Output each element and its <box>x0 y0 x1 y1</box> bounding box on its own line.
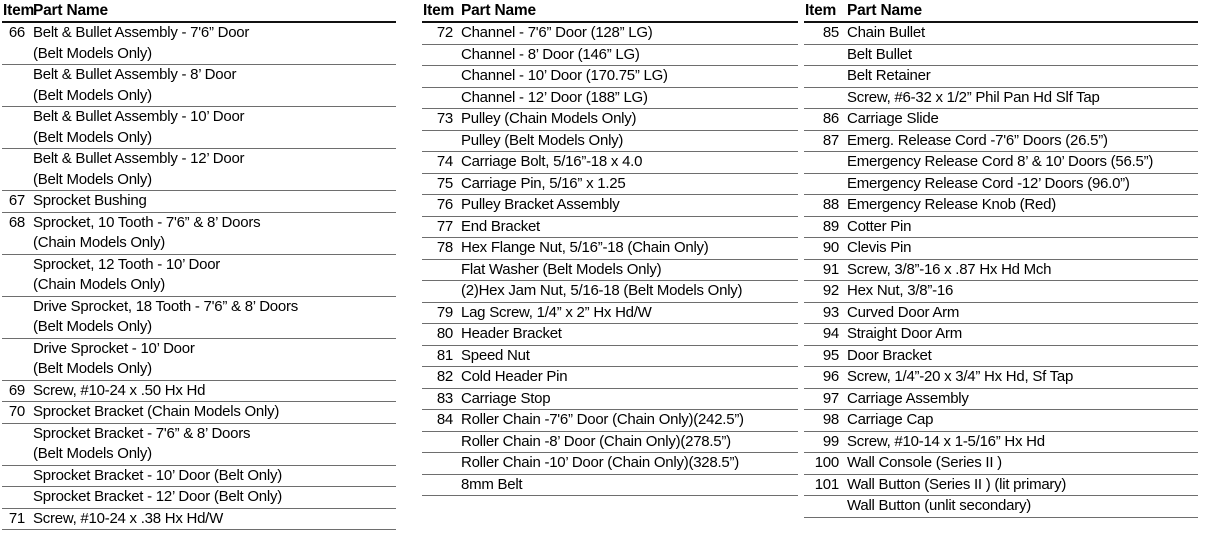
part-item-number: 95 <box>804 345 843 367</box>
parts-table-2 <box>422 0 798 496</box>
part-name: Sprocket Bracket - 10’ Door (Belt Only) <box>29 465 396 487</box>
table-row <box>2 317 396 338</box>
table-row <box>422 173 798 195</box>
part-name: Channel - 7'6” Door (128” LG) <box>457 22 798 44</box>
table-row <box>804 66 1198 88</box>
part-item-number <box>2 233 29 254</box>
part-item-number <box>804 87 843 109</box>
part-name: (Belt Models Only) <box>33 44 152 62</box>
table-row <box>422 345 798 367</box>
part-item-number: 85 <box>804 22 843 44</box>
part-item-number: 88 <box>804 195 843 217</box>
part-item-number <box>2 254 29 275</box>
part-name: Curved Door Arm <box>843 302 1198 324</box>
part-item-number <box>2 86 29 107</box>
part-item-number: 87 <box>804 130 843 152</box>
part-name: Roller Chain -8’ Door (Chain Only)(278.5”) <box>457 431 798 453</box>
table-row <box>422 367 798 389</box>
parts-table-body-3 <box>804 0 1198 518</box>
part-name: Emergency Release Cord -12’ Doors (96.0”) <box>843 173 1198 195</box>
table-row <box>422 324 798 346</box>
table-row <box>2 380 396 402</box>
table-row <box>804 259 1198 281</box>
part-name: Screw, 1/4”-20 x 3/4” Hx Hd, Sf Tap <box>843 367 1198 389</box>
table-row <box>804 152 1198 174</box>
table-row <box>422 238 798 260</box>
part-name: Wall Button (Series II ) (lit primary) <box>843 474 1198 496</box>
part-item-number: 76 <box>422 195 457 217</box>
column-header-part-name: Part Name <box>847 2 922 19</box>
table-row <box>804 22 1198 44</box>
parts-column-2 <box>422 0 798 496</box>
column-header-item: Item <box>423 2 455 19</box>
parts-table-header-row <box>804 0 1198 21</box>
parts-table-body-2 <box>422 0 798 496</box>
table-row <box>2 44 396 65</box>
part-name: Pulley (Chain Models Only) <box>457 109 798 131</box>
part-name: Carriage Assembly <box>843 388 1198 410</box>
table-row <box>2 423 396 444</box>
table-row <box>804 388 1198 410</box>
part-item-number: 69 <box>2 380 29 402</box>
part-item-number: 66 <box>2 22 29 44</box>
part-name: Roller Chain -10’ Door (Chain Only)(328.5”) <box>457 453 798 475</box>
part-name: Cotter Pin <box>843 216 1198 238</box>
table-row <box>2 487 396 509</box>
part-item-number <box>804 496 843 518</box>
part-item-number: 79 <box>422 302 457 324</box>
part-name: Sprocket Bushing <box>29 191 396 213</box>
part-item-number <box>2 296 29 317</box>
part-name: Pulley Bracket Assembly <box>457 195 798 217</box>
table-row <box>804 367 1198 389</box>
part-name: Chain Bullet <box>843 22 1198 44</box>
table-row <box>422 66 798 88</box>
table-row <box>422 474 798 496</box>
part-item-number: 97 <box>804 388 843 410</box>
part-item-number <box>804 152 843 174</box>
part-name: End Bracket <box>457 216 798 238</box>
part-item-number <box>804 44 843 66</box>
part-item-number: 86 <box>804 109 843 131</box>
parts-table-header-row <box>422 0 798 21</box>
part-name: Screw, #6-32 x 1/2” Phil Pan Hd Slf Tap <box>843 87 1198 109</box>
part-item-number <box>2 465 29 487</box>
table-row <box>422 281 798 303</box>
part-name: Straight Door Arm <box>843 324 1198 346</box>
part-item-number <box>422 431 457 453</box>
part-name: Emerg. Release Cord -7'6” Doors (26.5”) <box>843 130 1198 152</box>
part-name: Wall Button (unlit secondary) <box>843 496 1198 518</box>
table-row <box>2 359 396 380</box>
part-name: Screw, #10-14 x 1-5/16” Hx Hd <box>843 431 1198 453</box>
part-item-number: 92 <box>804 281 843 303</box>
table-row <box>2 22 396 44</box>
part-item-number <box>422 474 457 496</box>
part-name: Channel - 10’ Door (170.75” LG) <box>457 66 798 88</box>
column-header-part-name: Part Name <box>33 2 108 19</box>
part-name: Clevis Pin <box>843 238 1198 260</box>
table-row <box>2 191 396 213</box>
part-item-number: 101 <box>804 474 843 496</box>
table-row <box>422 259 798 281</box>
table-row <box>804 87 1198 109</box>
table-row <box>804 130 1198 152</box>
part-item-number <box>422 259 457 281</box>
table-row <box>422 431 798 453</box>
table-bottom-rule <box>804 517 1198 518</box>
table-row <box>2 402 396 424</box>
table-row <box>422 44 798 66</box>
part-name: Screw, #10-24 x .50 Hx Hd <box>29 380 396 402</box>
table-row <box>422 388 798 410</box>
part-name: Sprocket Bracket - 12’ Door (Belt Only) <box>29 487 396 509</box>
part-item-number: 94 <box>804 324 843 346</box>
part-name: Channel - 12’ Door (188” LG) <box>457 87 798 109</box>
part-name: (Belt Models Only) <box>33 86 152 104</box>
part-name: Wall Console (Series II ) <box>843 453 1198 475</box>
part-item-number: 78 <box>422 238 457 260</box>
table-row <box>804 496 1198 518</box>
table-row <box>422 130 798 152</box>
part-item-number <box>804 173 843 195</box>
part-item-number <box>2 423 29 444</box>
part-item-number: 99 <box>804 431 843 453</box>
table-row <box>2 444 396 465</box>
table-row <box>422 302 798 324</box>
table-bottom-rule-cell <box>2 530 396 531</box>
table-row <box>2 508 396 530</box>
part-item-number <box>2 128 29 149</box>
part-item-number <box>2 65 29 86</box>
table-row <box>804 345 1198 367</box>
part-item-number: 93 <box>804 302 843 324</box>
table-row <box>804 109 1198 131</box>
part-item-number: 70 <box>2 402 29 424</box>
part-name: 8mm Belt <box>457 474 798 496</box>
part-name: Belt & Bullet Assembly - 7'6” Door <box>29 22 396 44</box>
table-row <box>804 173 1198 195</box>
part-item-number: 77 <box>422 216 457 238</box>
part-item-number <box>2 444 29 465</box>
part-item-number: 74 <box>422 152 457 174</box>
part-item-number <box>2 107 29 128</box>
part-item-number <box>2 275 29 296</box>
part-item-number: 89 <box>804 216 843 238</box>
table-row <box>422 410 798 432</box>
part-name: Cold Header Pin <box>457 367 798 389</box>
table-row <box>2 212 396 233</box>
part-name: Emergency Release Cord 8’ & 10’ Doors (56.5”) <box>843 152 1198 174</box>
table-row <box>422 453 798 475</box>
table-row <box>422 22 798 44</box>
table-row <box>2 465 396 487</box>
part-name: Flat Washer (Belt Models Only) <box>457 259 798 281</box>
table-row <box>804 195 1198 217</box>
table-row <box>422 216 798 238</box>
part-name: Door Bracket <box>843 345 1198 367</box>
table-row <box>422 152 798 174</box>
part-name: (Belt Models Only) <box>33 170 152 188</box>
table-bottom-rule-cell <box>804 517 1198 518</box>
part-item-number <box>2 487 29 509</box>
part-name: Belt & Bullet Assembly - 12’ Door <box>29 149 396 170</box>
part-name: Hex Nut, 3/8”-16 <box>843 281 1198 303</box>
part-name: Carriage Pin, 5/16” x 1.25 <box>457 173 798 195</box>
part-item-number <box>2 338 29 359</box>
part-name: (2)Hex Jam Nut, 5/16-18 (Belt Models Only) <box>457 281 798 303</box>
table-row <box>422 109 798 131</box>
parts-table-3 <box>804 0 1198 518</box>
table-bottom-rule <box>422 496 798 497</box>
part-item-number: 81 <box>422 345 457 367</box>
part-item-number <box>804 66 843 88</box>
part-name: Sprocket, 12 Tooth - 10’ Door <box>29 254 396 275</box>
table-row <box>422 195 798 217</box>
part-name: Speed Nut <box>457 345 798 367</box>
table-row <box>2 233 396 254</box>
table-row <box>422 87 798 109</box>
table-row <box>804 324 1198 346</box>
table-row <box>2 107 396 128</box>
table-row <box>804 302 1198 324</box>
part-name: Header Bracket <box>457 324 798 346</box>
part-name: (Belt Models Only) <box>33 360 152 377</box>
table-row <box>2 338 396 359</box>
column-header-part-name: Part Name <box>461 2 536 19</box>
part-item-number <box>2 44 29 65</box>
part-name: Carriage Stop <box>457 388 798 410</box>
table-row <box>2 254 396 275</box>
part-name: Belt & Bullet Assembly - 10’ Door <box>29 107 396 128</box>
table-row <box>804 216 1198 238</box>
part-item-number <box>422 87 457 109</box>
table-row <box>2 296 396 317</box>
table-bottom-rule <box>2 530 396 531</box>
column-header-item: Item <box>3 2 35 19</box>
table-row <box>2 275 396 296</box>
parts-column-1 <box>0 0 396 530</box>
parts-column-3 <box>804 0 1198 518</box>
part-item-number: 96 <box>804 367 843 389</box>
table-row <box>2 170 396 191</box>
part-name: Belt Retainer <box>843 66 1198 88</box>
part-name: (Belt Models Only) <box>33 445 152 462</box>
table-row <box>804 410 1198 432</box>
part-item-number <box>2 317 29 338</box>
part-name: Sprocket, 10 Tooth - 7'6” & 8’ Doors <box>29 212 396 233</box>
part-name: Emergency Release Knob (Red) <box>843 195 1198 217</box>
parts-table-body-1 <box>2 0 396 530</box>
part-name: (Chain Models Only) <box>33 276 165 293</box>
part-item-number <box>2 359 29 380</box>
parts-table-header-row <box>2 0 396 21</box>
part-item-number <box>422 130 457 152</box>
part-item-number: 71 <box>2 508 29 530</box>
table-row <box>2 128 396 149</box>
part-item-number: 75 <box>422 173 457 195</box>
part-name: Belt & Bullet Assembly - 8’ Door <box>29 65 396 86</box>
table-row <box>804 238 1198 260</box>
part-name: (Belt Models Only) <box>33 318 152 335</box>
part-name: Sprocket Bracket (Chain Models Only) <box>29 402 396 424</box>
part-name: Roller Chain -7'6” Door (Chain Only)(242.5”) <box>457 410 798 432</box>
column-header-item: Item <box>805 2 837 19</box>
part-item-number <box>422 66 457 88</box>
part-item-number: 80 <box>422 324 457 346</box>
part-item-number: 72 <box>422 22 457 44</box>
part-item-number: 98 <box>804 410 843 432</box>
part-item-number <box>422 453 457 475</box>
table-row <box>804 281 1198 303</box>
part-name: (Chain Models Only) <box>33 234 165 251</box>
part-name: Drive Sprocket - 10’ Door <box>29 338 396 359</box>
table-row <box>804 474 1198 496</box>
part-item-number: 90 <box>804 238 843 260</box>
table-row <box>2 149 396 170</box>
part-item-number <box>422 281 457 303</box>
table-bottom-rule-cell <box>422 496 798 497</box>
part-name: Hex Flange Nut, 5/16”-18 (Chain Only) <box>457 238 798 260</box>
part-item-number: 100 <box>804 453 843 475</box>
part-name: Carriage Slide <box>843 109 1198 131</box>
part-item-number <box>2 149 29 170</box>
part-item-number: 83 <box>422 388 457 410</box>
part-item-number: 68 <box>2 212 29 233</box>
part-name: Screw, 3/8”-16 x .87 Hx Hd Mch <box>843 259 1198 281</box>
part-name: Carriage Cap <box>843 410 1198 432</box>
part-item-number <box>422 44 457 66</box>
part-item-number: 82 <box>422 367 457 389</box>
part-item-number: 91 <box>804 259 843 281</box>
part-item-number: 67 <box>2 191 29 213</box>
part-name: Pulley (Belt Models Only) <box>457 130 798 152</box>
part-name: (Belt Models Only) <box>33 128 152 146</box>
part-name: Carriage Bolt, 5/16”-18 x 4.0 <box>457 152 798 174</box>
part-item-number <box>2 170 29 191</box>
part-name: Channel - 8’ Door (146” LG) <box>457 44 798 66</box>
table-row <box>804 44 1198 66</box>
parts-table-1 <box>2 0 396 530</box>
part-item-number: 73 <box>422 109 457 131</box>
part-name: Screw, #10-24 x .38 Hx Hd/W <box>29 508 396 530</box>
table-row <box>2 65 396 86</box>
table-row <box>2 86 396 107</box>
part-name: Belt Bullet <box>843 44 1198 66</box>
part-name: Lag Screw, 1/4” x 2” Hx Hd/W <box>457 302 798 324</box>
table-row <box>804 431 1198 453</box>
part-item-number: 84 <box>422 410 457 432</box>
table-row <box>804 453 1198 475</box>
part-name: Drive Sprocket, 18 Tooth - 7'6” & 8’ Doors <box>29 296 396 317</box>
part-name: Sprocket Bracket - 7'6” & 8’ Doors <box>29 423 396 444</box>
